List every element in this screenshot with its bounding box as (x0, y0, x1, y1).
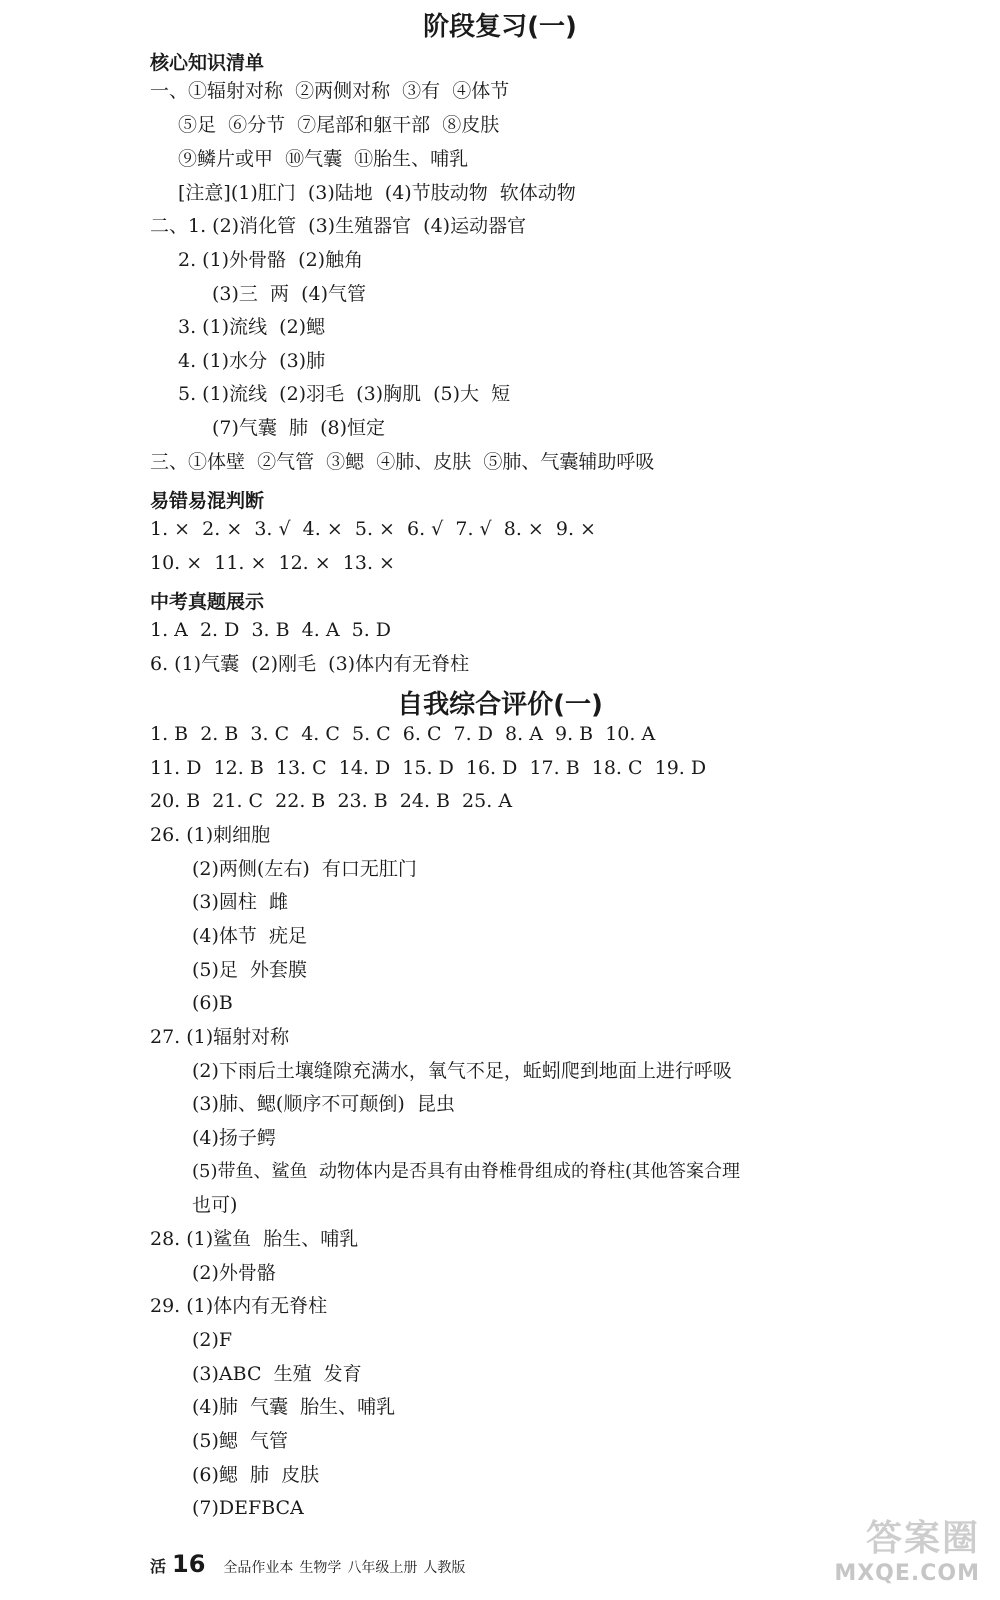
page-number: 16 (172, 1550, 206, 1578)
heading-core-knowledge: 核心知识清单 (150, 52, 265, 74)
eval-line: (2)F (192, 1329, 233, 1351)
eval-line: 28. (1)鲨鱼 胎生、哺乳 (150, 1228, 359, 1250)
eval-line: 26. (1)刺细胞 (150, 824, 271, 846)
watermark-text: 答案圈 (865, 1518, 980, 1559)
core-line: ⑤足 ⑥分节 ⑦尾部和躯干部 ⑧皮肤 (178, 114, 500, 136)
core-line: 2. (1)外骨骼 (2)触角 (178, 249, 364, 271)
footer-huo-mark: 活 (150, 1557, 167, 1576)
eval-line: (2)外骨骼 (192, 1262, 276, 1284)
eval-line: (4)肺 气囊 胎生、哺乳 (192, 1396, 396, 1418)
core-line: ⑨鳞片或甲 ⑩气囊 ⑪胎生、哺乳 (178, 148, 469, 170)
exam-line: 1. A 2. D 3. B 4. A 5. D (150, 619, 392, 641)
core-line: (3)三 两 (4)气管 (212, 283, 366, 305)
footer-book: 全品作业本 (223, 1560, 294, 1576)
footer-grade: 八年级上册 (347, 1560, 418, 1576)
eval-line: (5)鳃 气管 (192, 1430, 288, 1452)
eval-line: (3)ABC 生殖 发育 (192, 1363, 362, 1385)
page-footer (150, 1550, 465, 1578)
eval-line: (2)两侧(左右) 有口无肛门 (192, 858, 417, 880)
core-line: 5. (1)流线 (2)羽毛 (3)胸肌 (5)大 短 (178, 383, 511, 405)
eval-line: (4)扬子鳄 (192, 1127, 276, 1149)
core-line: 一、①辐射对称 ②两侧对称 ③有 ④体节 (150, 80, 510, 102)
judge-line: 10. × 11. × 12. × 13. × (150, 552, 395, 574)
eval-line: 27. (1)辐射对称 (150, 1026, 290, 1048)
core-line: [注意](1)肛门 (3)陆地 (4)节肢动物 软体动物 (178, 182, 576, 204)
eval-line: 20. B 21. C 22. B 23. B 24. B 25. A (150, 790, 513, 812)
eval-line: 29. (1)体内有无脊柱 (150, 1295, 328, 1317)
core-line: (7)气囊 肺 (8)恒定 (212, 417, 385, 439)
eval-line: (5)足 外套膜 (192, 959, 307, 981)
eval-line: (6)B (192, 992, 233, 1014)
heading-exam-questions: 中考真题展示 (150, 591, 265, 613)
section-title-self-evaluation: 自我综合评价(一) (397, 690, 603, 720)
heading-error-judgment: 易错易混判断 (150, 490, 265, 512)
core-line: 4. (1)水分 (3)肺 (178, 350, 326, 372)
eval-line: (3)圆柱 雌 (192, 891, 288, 913)
footer-edition: 人教版 (423, 1560, 466, 1576)
eval-line: (5)带鱼、鲨鱼 动物体内是否具有由脊椎骨组成的脊柱(其他答案合理 (192, 1161, 740, 1182)
core-line: 二、1. (2)消化管 (3)生殖器官 (4)运动器官 (150, 215, 527, 237)
section-title-stage-review: 阶段复习(一) (423, 12, 577, 42)
judge-line: 1. × 2. × 3. √ 4. × 5. × 6. √ 7. √ 8. × 9. × (150, 518, 596, 540)
watermark-logo (800, 1510, 980, 1590)
footer-subject: 生物学 (299, 1560, 342, 1576)
eval-line: (3)肺、鳃(顺序不可颠倒) 昆虫 (192, 1093, 455, 1115)
eval-line: (6)鳃 肺 皮肤 (192, 1464, 320, 1486)
watermark-url: MXQE.COM (834, 1561, 980, 1586)
eval-line: (4)体节 疣足 (192, 925, 307, 947)
core-line: 3. (1)流线 (2)鳃 (178, 316, 326, 338)
eval-line: 1. B 2. B 3. C 4. C 5. C 6. C 7. D 8. A 9. B 10. A (150, 723, 656, 745)
core-line: 三、①体壁 ②气管 ③鳃 ④肺、皮肤 ⑤肺、气囊辅助呼吸 (150, 451, 655, 473)
eval-line: (7)DEFBCA (192, 1497, 304, 1519)
exam-line: 6. (1)气囊 (2)刚毛 (3)体内有无脊柱 (150, 653, 470, 675)
eval-line: (2)下雨后土壤缝隙充满水，氧气不足，蚯蚓爬到地面上进行呼吸 (192, 1060, 732, 1082)
eval-line: 11. D 12. B 13. C 14. D 15. D 16. D 17. B 18. C 19. D (150, 757, 707, 779)
eval-line: 也可) (192, 1194, 238, 1216)
